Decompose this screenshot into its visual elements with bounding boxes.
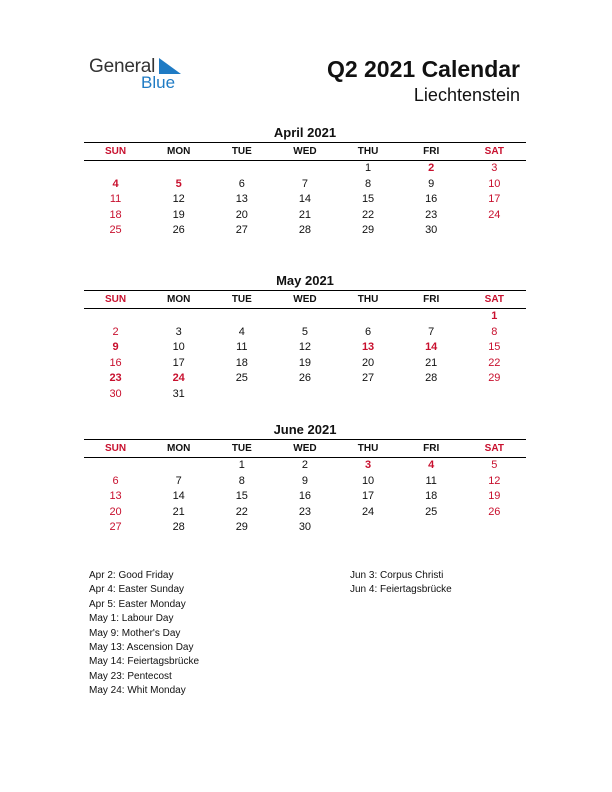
day-cell: 25 <box>425 505 438 518</box>
weekday-label: THU <box>357 443 379 454</box>
day-cell: 7 <box>428 325 435 338</box>
day-cell: 25 <box>235 372 248 385</box>
holiday-list-right <box>350 569 452 598</box>
day-cell: 20 <box>109 505 122 518</box>
weekday-header <box>84 440 526 458</box>
day-cell: 23 <box>425 208 438 221</box>
day-cell: 21 <box>298 208 312 221</box>
weekday-label: WED <box>293 294 317 305</box>
country-name: Liechtenstein <box>413 85 520 105</box>
day-cell-empty <box>210 161 273 177</box>
day-cell: 22 <box>235 505 248 518</box>
weekday-label: SAT <box>484 294 504 305</box>
day-cell: 5 <box>491 459 498 471</box>
day-cell: 15 <box>235 490 248 503</box>
day-cell: 13 <box>235 193 248 206</box>
day-cell-empty <box>337 387 400 403</box>
holiday-list-left <box>89 569 199 699</box>
holiday-entry: May 1: Labour Day <box>89 613 174 625</box>
weekday-label: THU <box>357 146 379 157</box>
holiday-entry: Apr 4: Easter Sunday <box>89 584 185 596</box>
day-cell: 3 <box>175 325 182 338</box>
day-cell: 12 <box>488 474 501 487</box>
day-cell: 9 <box>301 474 308 487</box>
day-cell: 28 <box>425 372 438 385</box>
day-cell: 26 <box>488 505 501 518</box>
day-cell: 29 <box>488 372 501 385</box>
day-cell: 4 <box>238 325 245 338</box>
holiday-entry: May 9: Mother's Day <box>89 627 181 639</box>
month-may <box>84 272 526 403</box>
day-cell: 4 <box>428 459 435 471</box>
day-cell: 16 <box>109 356 122 369</box>
day-cell-empty <box>337 309 400 325</box>
weekday-label: FRI <box>423 443 440 454</box>
day-cell: 28 <box>298 224 312 237</box>
weekday-label: TUE <box>231 294 252 305</box>
day-cell: 14 <box>425 341 438 354</box>
day-cell: 24 <box>361 505 375 518</box>
day-grid <box>84 309 526 403</box>
day-cell: 28 <box>172 521 185 534</box>
day-cell: 6 <box>238 177 245 190</box>
weekday-label: SUN <box>105 294 127 305</box>
day-cell: 20 <box>361 356 375 369</box>
day-cell-empty <box>400 387 463 403</box>
day-cell: 15 <box>488 341 501 354</box>
day-cell-empty <box>273 309 336 325</box>
day-cell: 29 <box>361 224 375 237</box>
day-cell-empty <box>463 387 526 403</box>
day-cell: 26 <box>172 224 185 237</box>
weekday-label: MON <box>167 443 191 454</box>
day-cell-empty <box>273 387 336 403</box>
day-grid <box>84 161 526 239</box>
day-cell-empty <box>463 223 526 239</box>
day-cell: 10 <box>172 341 185 354</box>
day-cell: 18 <box>425 490 438 503</box>
day-cell: 9 <box>112 341 119 354</box>
day-cell: 3 <box>365 459 372 471</box>
weekday-label: SUN <box>105 443 127 454</box>
holiday-entry: May 14: Feiertagsbrücke <box>89 656 200 668</box>
day-cell: 5 <box>175 177 182 190</box>
day-cell: 27 <box>109 521 122 534</box>
day-cell: 7 <box>301 177 308 190</box>
holiday-entry: Apr 2: Good Friday <box>89 570 174 581</box>
day-cell-empty <box>147 161 210 177</box>
day-cell: 8 <box>238 474 245 487</box>
day-cell: 30 <box>109 387 122 400</box>
day-cell-empty <box>147 309 210 325</box>
month-title: June 2021 <box>273 422 337 437</box>
day-cell: 23 <box>109 372 122 385</box>
weekday-label: MON <box>167 294 191 305</box>
day-cell: 11 <box>425 474 437 487</box>
day-cell: 25 <box>109 224 122 237</box>
day-cell: 29 <box>235 521 248 534</box>
day-cell: 6 <box>365 325 372 338</box>
day-cell: 31 <box>172 387 185 400</box>
day-cell: 13 <box>109 490 122 503</box>
day-cell: 13 <box>361 341 375 354</box>
weekday-header <box>84 291 526 309</box>
day-cell-empty <box>84 309 147 325</box>
weekday-label: TUE <box>231 146 252 157</box>
month-title: May 2021 <box>276 273 334 288</box>
day-cell: 10 <box>488 177 501 190</box>
day-cell: 5 <box>301 325 308 338</box>
day-cell: 19 <box>488 490 501 503</box>
day-cell: 20 <box>235 208 248 221</box>
day-cell-empty <box>273 161 336 177</box>
day-cell-empty <box>84 161 147 177</box>
day-cell: 14 <box>298 193 312 206</box>
day-cell: 16 <box>425 193 438 206</box>
day-cell-empty <box>147 458 210 474</box>
day-cell: 17 <box>488 193 501 206</box>
day-cell: 30 <box>425 224 438 237</box>
day-cell: 2 <box>112 325 119 338</box>
day-cell: 7 <box>175 474 182 487</box>
day-cell: 26 <box>298 372 312 385</box>
day-cell: 27 <box>235 224 248 237</box>
day-cell: 19 <box>172 208 185 221</box>
day-grid <box>84 458 526 536</box>
day-cell: 12 <box>298 341 312 354</box>
day-cell-empty <box>463 520 526 536</box>
day-cell: 27 <box>361 372 375 385</box>
day-cell: 8 <box>491 325 498 338</box>
weekday-label: SAT <box>484 146 504 157</box>
day-cell: 16 <box>298 490 312 503</box>
day-cell: 19 <box>298 356 312 369</box>
holiday-entry: Apr 5: Easter Monday <box>89 598 186 610</box>
weekday-label: FRI <box>423 294 440 305</box>
weekday-label: FRI <box>423 146 440 157</box>
holiday-entry: May 24: Whit Monday <box>89 685 186 697</box>
holiday-entry: May 13: Ascension Day <box>89 642 194 654</box>
day-cell-empty <box>337 520 400 536</box>
weekday-label: SAT <box>484 443 504 454</box>
day-cell: 23 <box>298 505 312 518</box>
day-cell: 15 <box>361 193 375 206</box>
day-cell: 24 <box>488 208 501 221</box>
day-cell: 2 <box>428 162 435 174</box>
day-cell: 17 <box>361 490 375 503</box>
weekday-label: WED <box>293 443 317 454</box>
day-cell: 1 <box>238 459 245 471</box>
day-cell: 17 <box>172 356 185 369</box>
day-cell-empty <box>210 387 273 403</box>
day-cell: 21 <box>425 356 438 369</box>
day-cell: 12 <box>172 193 185 206</box>
day-cell: 9 <box>428 177 435 190</box>
weekday-label: THU <box>357 294 379 305</box>
day-cell-empty <box>400 309 463 325</box>
logo-text-general: General <box>89 56 156 77</box>
holiday-entry: May 23: Pentecost <box>89 670 172 682</box>
day-cell: 14 <box>172 490 185 503</box>
day-cell: 10 <box>361 474 375 487</box>
weekday-header <box>84 143 526 161</box>
month-june <box>84 421 526 536</box>
day-cell-empty <box>400 520 463 536</box>
day-cell: 22 <box>488 356 501 369</box>
day-cell: 18 <box>235 356 248 369</box>
page-title: Q2 2021 Calendar <box>326 56 520 82</box>
day-cell: 4 <box>112 177 119 190</box>
weekday-label: SUN <box>105 146 127 157</box>
month-april <box>84 124 526 239</box>
weekday-label: MON <box>167 146 191 157</box>
day-cell: 30 <box>298 521 312 534</box>
day-cell: 11 <box>236 341 248 354</box>
holiday-entry: Jun 3: Corpus Christi <box>350 570 444 581</box>
day-cell: 21 <box>172 505 185 518</box>
day-cell: 8 <box>365 177 372 190</box>
day-cell: 3 <box>491 162 498 174</box>
day-cell: 24 <box>172 372 185 385</box>
day-cell: 2 <box>301 459 308 471</box>
month-title: April 2021 <box>273 125 337 140</box>
day-cell-empty <box>210 309 273 325</box>
day-cell: 6 <box>112 474 119 487</box>
weekday-label: TUE <box>231 443 252 454</box>
day-cell: 22 <box>361 208 375 221</box>
logo-text-blue: Blue <box>141 73 176 92</box>
day-cell: 11 <box>109 193 122 206</box>
day-cell-empty <box>84 458 147 474</box>
day-cell: 1 <box>491 310 498 322</box>
brand-logo <box>89 56 199 96</box>
day-cell: 1 <box>365 162 372 174</box>
holiday-entry: Jun 4: Feiertagsbrücke <box>350 584 452 596</box>
day-cell: 18 <box>109 208 122 221</box>
weekday-label: WED <box>293 146 317 157</box>
